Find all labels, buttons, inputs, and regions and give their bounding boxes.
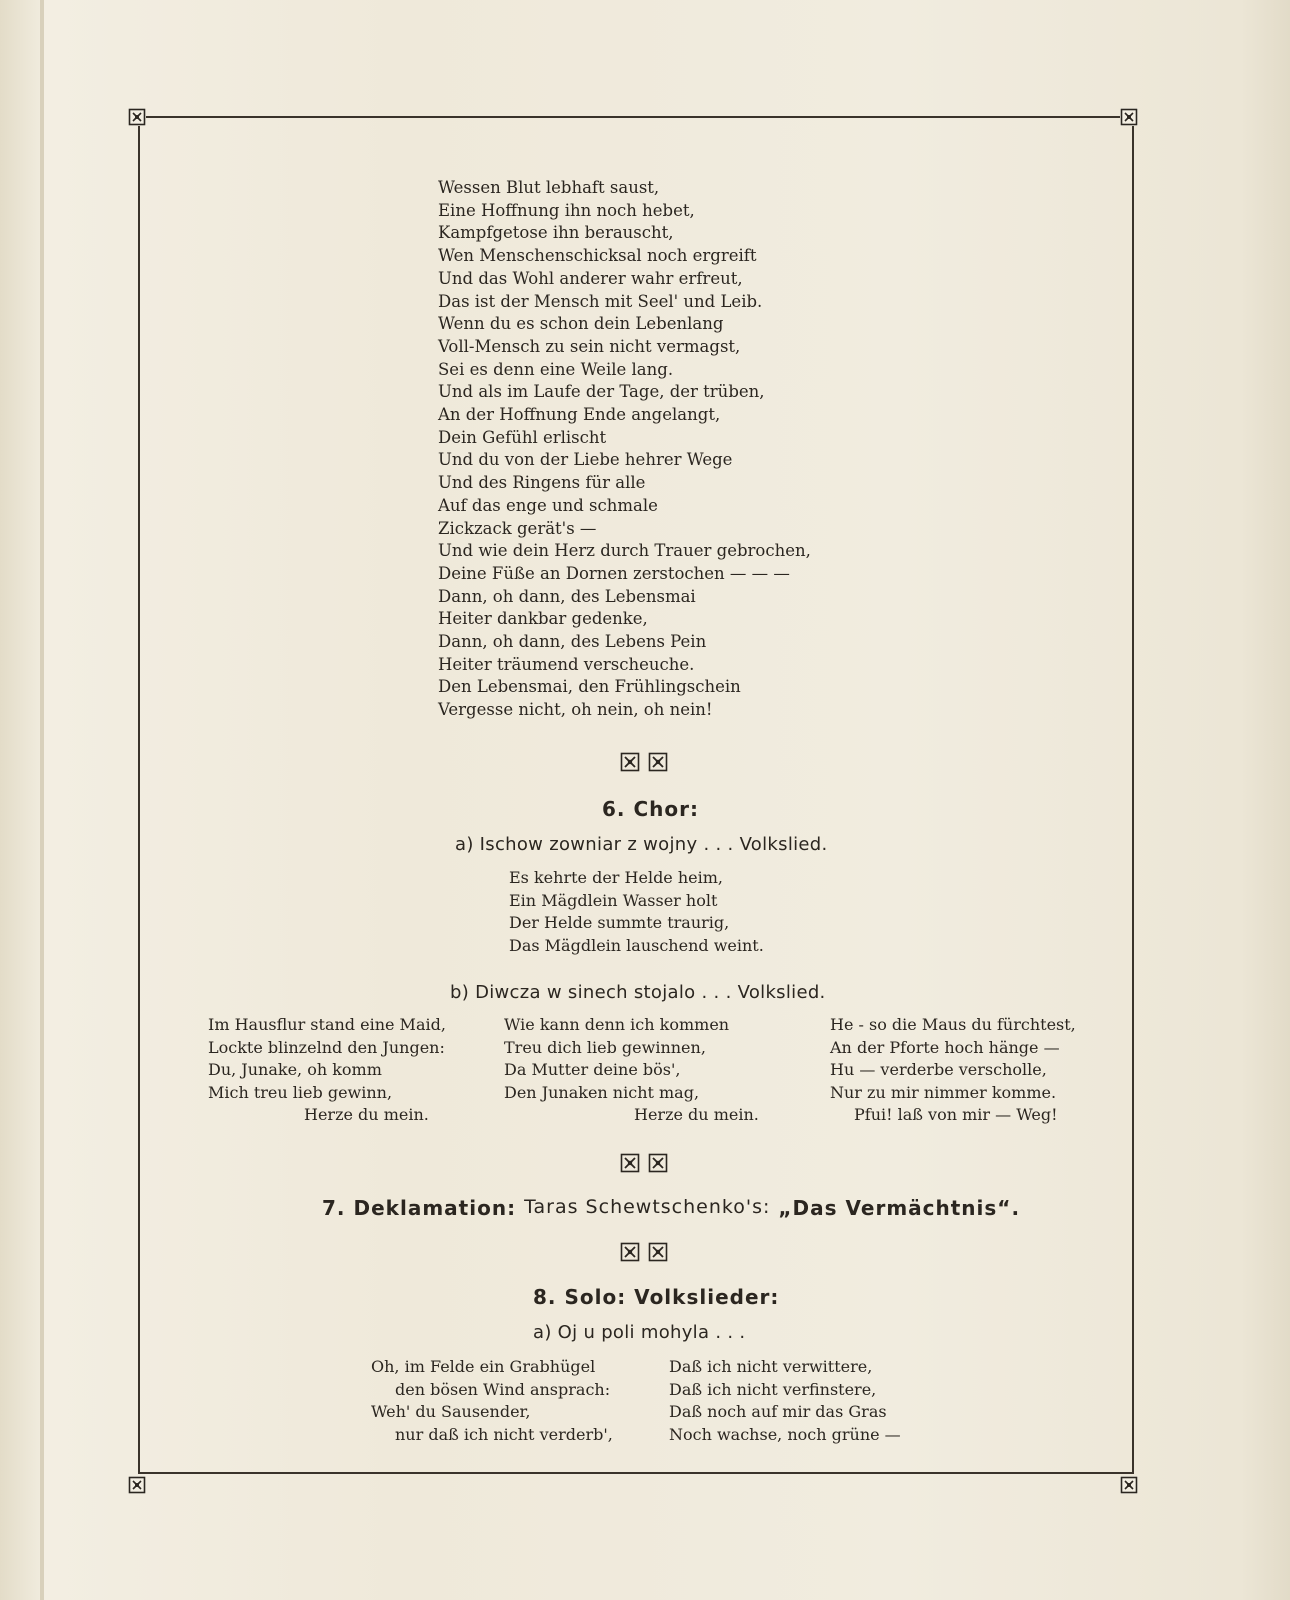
verse-line: Lockte blinzelnd den Jungen: [208, 1037, 445, 1057]
section-8a-title: a) Oj u poli mohyla . . . [533, 1322, 746, 1343]
poem-line: Dein Gefühl erlischt [438, 427, 607, 447]
verse-line: Das Mägdlein lauschend weint. [509, 935, 764, 955]
verse-refrain: Herze du mein. [304, 1105, 429, 1125]
poem-line: Und das Wohl anderer wahr erfreut, [438, 268, 743, 288]
section-6b-column-2 [504, 1014, 759, 1127]
section-6a-verse [509, 867, 764, 957]
poem-line: Eine Hoffnung ihn noch hebet, [438, 200, 695, 220]
poem-line: Wen Menschenschicksal noch ergreift [438, 246, 757, 266]
verse-line: Wie kann denn ich kommen [504, 1015, 730, 1034]
poem-line: Und des Ringens für alle [438, 473, 646, 493]
section-8a-column-1 [371, 1356, 613, 1446]
verse-line: Hu — verderbe verscholle, [830, 1060, 1047, 1080]
verse-line: Oh, im Felde ein Grabhügel [371, 1357, 596, 1376]
section-6b-column-3 [830, 1014, 1076, 1127]
poem-line: Das ist der Mensch mit Seel' und Leib. [438, 291, 763, 311]
poem-line: Auf das enge und schmale [438, 495, 658, 515]
section-7-author: Taras Schewtschenko's: [524, 1196, 771, 1218]
section-7-label: Deklamation: [353, 1196, 517, 1220]
poem-line: Kampfgetose ihn berauscht, [438, 223, 674, 243]
section-6a-title: a) Ischow zowniar z wojny . . . Volkslied. [455, 834, 828, 855]
verse-refrain: Herze du mein. [634, 1105, 759, 1125]
verse-line: Den Junaken nicht mag, [504, 1082, 700, 1102]
verse-line: Du, Junake, oh komm [208, 1060, 382, 1080]
ornament-icon [648, 752, 668, 776]
poem-line: Voll-Mensch zu sein nicht vermagst, [438, 336, 741, 356]
poem-line: Wessen Blut lebhaft saust, [438, 178, 660, 197]
poem-line: Sei es denn eine Weile lang. [438, 359, 674, 379]
poem-line: Und du von der Liebe hehrer Wege [438, 450, 733, 470]
verse-line: Daß noch auf mir das Gras [669, 1402, 887, 1422]
poem-line: Heiter dankbar gedenke, [438, 609, 648, 629]
section-8a-column-2 [669, 1356, 901, 1446]
poem-line: Und wie dein Herz durch Trauer gebrochen, [438, 541, 811, 561]
verse-line: An der Pforte hoch hänge — [830, 1037, 1060, 1057]
corner-ornament-icon [128, 108, 146, 126]
ornament-icon [648, 1153, 668, 1177]
ornament-icon [620, 1153, 640, 1177]
section-8-title: 8. Solo: Volkslieder: [533, 1285, 780, 1309]
verse-line: Da Mutter deine bös', [504, 1060, 681, 1080]
poem-line: Zickzack gerät's — [438, 518, 597, 538]
poem-line: Dann, oh dann, des Lebens Pein [438, 632, 707, 652]
poem-line: Vergesse nicht, oh nein, oh nein! [438, 700, 713, 720]
verse-line: Weh' du Sausender, [371, 1402, 531, 1422]
verse-line: Daß ich nicht verwittere, [669, 1357, 873, 1376]
poem-line: Und als im Laufe der Tage, der trüben, [438, 382, 765, 402]
verse-line: Der Helde summte traurig, [509, 913, 730, 933]
verse-line: Treu dich lieb gewinnen, [504, 1037, 706, 1057]
poem-line: An der Hoffnung Ende angelangt, [438, 405, 721, 425]
verse-line: den bösen Wind ansprach: [395, 1379, 611, 1399]
verse-line: Ein Mägdlein Wasser holt [509, 890, 718, 910]
ornament-icon [620, 752, 640, 776]
poem-block [438, 177, 811, 722]
poem-line: Wenn du es schon dein Lebenlang [438, 314, 724, 334]
section-7-number: 7. [322, 1196, 346, 1220]
poem-line: Dann, oh dann, des Lebensmai [438, 586, 696, 606]
section-6b-column-1 [208, 1014, 446, 1127]
section-divider-ornament [620, 1153, 668, 1177]
verse-line: He - so die Maus du fürchtest, [830, 1015, 1076, 1034]
poem-line: Den Lebensmai, den Frühlingschein [438, 677, 741, 697]
corner-ornament-icon [1120, 108, 1138, 126]
verse-line: Es kehrte der Helde heim, [509, 868, 724, 887]
verse-line: Im Hausflur stand eine Maid, [208, 1015, 446, 1034]
verse-line: Pfui! laß von mir — Weg! [854, 1105, 1058, 1125]
section-7-work: „Das Vermächtnis“. [778, 1196, 1021, 1220]
ornament-icon [648, 1242, 668, 1266]
section-divider-ornament [620, 752, 668, 776]
section-divider-ornament [620, 1242, 668, 1266]
verse-line: Nur zu mir nimmer komme. [830, 1082, 1057, 1102]
section-6-title: 6. Chor: [602, 797, 699, 821]
poem-line: Deine Füße an Dornen zerstochen — — — [438, 563, 790, 583]
page-fold [40, 0, 44, 1600]
verse-line: Noch wachse, noch grüne — [669, 1424, 901, 1444]
verse-line: Mich treu lieb gewinn, [208, 1082, 393, 1102]
verse-line: nur daß ich nicht verderb', [395, 1424, 613, 1444]
ornament-icon [620, 1242, 640, 1266]
corner-ornament-icon [128, 1476, 146, 1494]
section-7-line [322, 1196, 1020, 1220]
section-6b-title: b) Diwcza w sinech stojalo . . . Volkslied. [450, 982, 826, 1003]
poem-line: Heiter träumend verscheuche. [438, 654, 695, 674]
verse-line: Daß ich nicht verfinstere, [669, 1379, 877, 1399]
corner-ornament-icon [1120, 1476, 1138, 1494]
